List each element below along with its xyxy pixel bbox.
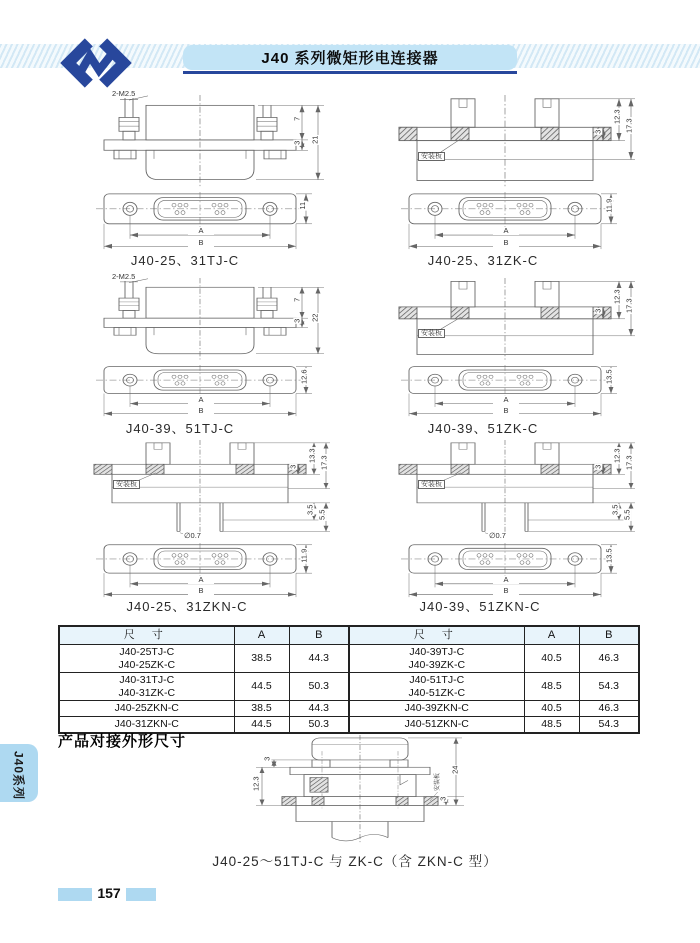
dim-total-height: 22	[310, 313, 320, 322]
dim-plate-depth: 12.3	[251, 776, 261, 792]
dim-flange-thickness: 3	[292, 140, 302, 145]
dim-flange-thickness: 3	[593, 308, 603, 313]
dim-inner-height: 13.3	[307, 448, 317, 464]
side-view-svg	[395, 278, 635, 363]
value-b: 54.3	[579, 673, 639, 701]
mounting-plate-label: 安装板	[418, 152, 445, 161]
dim-front-height: 11.9	[604, 198, 614, 213]
value-b: 44.3	[289, 645, 349, 673]
dim-body-height: 7	[292, 297, 302, 302]
page-number: 157	[97, 885, 121, 901]
value-b: 50.3	[289, 673, 349, 701]
col-header-b: B	[289, 626, 349, 645]
drawing-39-51-tj	[85, 272, 335, 418]
model-name: J40-51ZKN-C	[349, 716, 524, 732]
dim-front-height: 11	[298, 201, 308, 210]
model-name: J40-25TJ-C	[119, 646, 175, 658]
title-underline	[183, 71, 517, 74]
footer-accent-right	[126, 888, 156, 901]
footer-accent-left	[58, 888, 92, 901]
dim-pin-length-1: 3.5	[610, 504, 620, 515]
value-a: 40.5	[524, 645, 579, 673]
value-a: 40.5	[524, 701, 579, 717]
dim-a: A	[188, 396, 214, 404]
drawing-caption: J40-39、51ZK-C	[427, 421, 539, 436]
model-name: J40-31ZKN-C	[59, 716, 234, 732]
value-b: 46.3	[579, 701, 639, 717]
model-name: J40-51ZK-C	[408, 686, 466, 699]
dim-a: A	[493, 396, 519, 404]
dim-b: B	[188, 239, 214, 247]
model-name: J40-51TJ-C	[409, 674, 465, 687]
mounting-plate-label: 安装板	[435, 772, 442, 792]
drawing-39-51-zkn	[390, 440, 640, 598]
dim-pin-diameter: ∅0.7	[489, 531, 506, 540]
col-header-size: 尺 寸	[59, 626, 234, 645]
table-row	[59, 645, 639, 673]
value-b: 44.3	[289, 701, 349, 717]
page-title: J40 系列微矩形电连接器	[183, 45, 517, 70]
value-a: 48.5	[524, 716, 579, 732]
col-header-size: 尺 寸	[349, 626, 524, 645]
col-header-a: A	[234, 626, 289, 645]
value-b: 50.3	[289, 716, 349, 732]
col-header-a: A	[524, 626, 579, 645]
dim-total-height: 17.3	[624, 298, 634, 314]
dim-body-height: 7	[292, 116, 302, 121]
dim-flange-thickness: 3	[593, 464, 603, 469]
dim-pin-length-1: 3.5	[305, 504, 315, 515]
table-row	[59, 701, 639, 717]
dim-b: B	[493, 407, 519, 415]
dim-total-height: 21	[310, 135, 320, 144]
drawing-caption: J40-39、51TJ-C	[125, 421, 235, 436]
dim-front-height: 12.6	[299, 369, 309, 385]
value-a: 44.5	[234, 673, 289, 701]
dim-total-height: 17.3	[624, 455, 634, 471]
dim-plate-thickness: 3	[438, 796, 448, 801]
dim-pin-length-2: 5.5	[317, 509, 327, 520]
table-header-row	[59, 626, 639, 645]
dim-front-height: 13.5	[604, 548, 614, 564]
col-header-b: B	[579, 626, 639, 645]
side-view-svg	[90, 440, 330, 540]
dim-flange-thickness: 3	[292, 318, 302, 323]
section-title: 产品对接外形尺寸	[58, 733, 187, 750]
mounting-plate-label: 安装板	[418, 329, 445, 338]
mounting-plate-label: 安装板	[418, 480, 445, 489]
model-name: J40-39TJ-C	[409, 646, 465, 658]
drawing-25-31-tj	[85, 89, 335, 250]
dim-total-height: 17.3	[319, 455, 329, 471]
dim-b: B	[188, 407, 214, 415]
sidebar-series-label: J40系列	[11, 750, 26, 801]
value-a: 38.5	[234, 645, 289, 673]
dim-flange-thickness: 3	[288, 464, 298, 469]
drawing-caption: J40-25、31ZKN-C	[126, 599, 248, 614]
sidebar-series-tab	[0, 744, 38, 802]
dim-b: B	[493, 587, 519, 595]
dim-front-height: 11.9	[299, 548, 309, 563]
drawing-mated-pair	[250, 735, 470, 845]
dim-a: A	[493, 576, 519, 584]
dim-flange-thickness: 3	[593, 129, 603, 134]
drawing-caption: J40-39、51ZKN-C	[419, 599, 541, 614]
value-b: 54.3	[579, 716, 639, 732]
dim-inner-height: 12.3	[612, 109, 622, 125]
model-name: J40-31TJ-C	[119, 674, 175, 687]
side-view-svg	[395, 95, 635, 190]
dim-b: B	[493, 239, 519, 247]
model-name: J40-39ZKN-C	[349, 701, 524, 717]
value-a: 44.5	[234, 716, 289, 732]
dim-total-height: 24	[450, 765, 460, 774]
dim-total-height: 17.3	[624, 118, 634, 134]
dim-pin-diameter: ∅0.7	[184, 531, 201, 540]
dim-screw-label: 2-M2.5	[112, 272, 136, 281]
drawing-caption: J40-25、31ZK-C	[427, 253, 539, 268]
model-name: J40-25ZK-C	[118, 658, 176, 671]
drawing-25-31-zkn	[85, 440, 335, 598]
dim-inner-height: 12.3	[612, 289, 622, 305]
dim-screw-label: 2-M2.5	[112, 89, 136, 98]
side-view-svg	[395, 440, 635, 540]
dim-inner-height: 12.3	[612, 448, 622, 464]
model-name: J40-31ZK-C	[118, 686, 176, 699]
dim-pin-length-2: 5.5	[622, 509, 632, 520]
mounting-plate-label: 安装板	[113, 480, 140, 489]
dim-a: A	[493, 227, 519, 235]
drawing-caption: J40-25、31TJ-C	[130, 253, 240, 268]
dim-a: A	[188, 227, 214, 235]
value-a: 38.5	[234, 701, 289, 717]
mating-caption: J40-25～51TJ-C 与 ZK-C（含 ZKN-C 型）	[212, 854, 498, 869]
dim-a: A	[188, 576, 214, 584]
dimension-table	[58, 625, 640, 734]
model-name: J40-25ZKN-C	[59, 701, 234, 717]
value-a: 48.5	[524, 673, 579, 701]
drawing-39-51-zk	[390, 278, 640, 418]
dim-front-height: 13.5	[604, 369, 614, 385]
brand-logo-icon	[60, 38, 132, 88]
value-b: 46.3	[579, 645, 639, 673]
dim-top: 3	[262, 756, 272, 761]
dim-b: B	[188, 587, 214, 595]
table-row	[59, 673, 639, 701]
drawing-25-31-zk	[390, 95, 640, 250]
model-name: J40-39ZK-C	[408, 658, 466, 671]
